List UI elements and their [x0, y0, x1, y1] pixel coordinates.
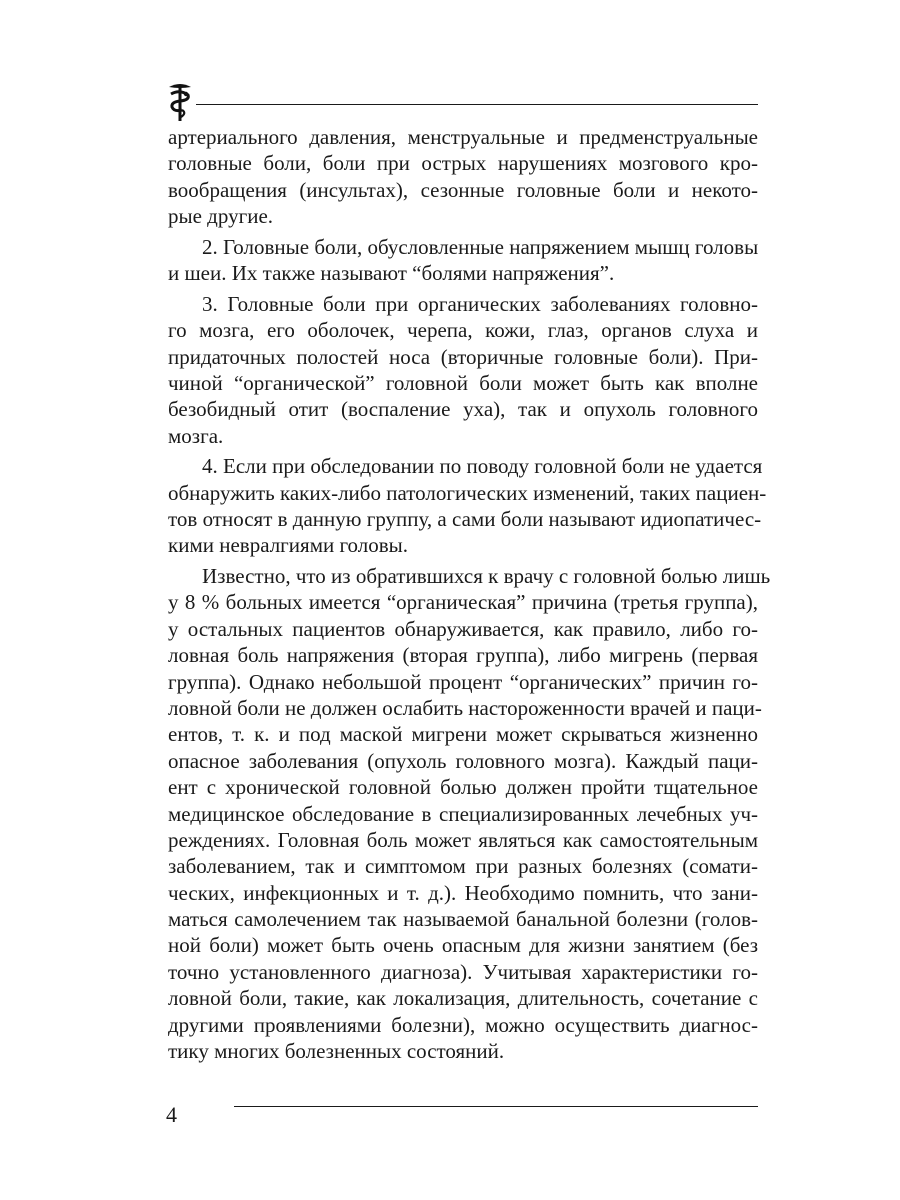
text-line: заболеванием, так и симптомом при разных болезнях (сомати- — [168, 854, 758, 879]
text-line: вообращения (инсультах), сезонные головные боли и некото- — [168, 177, 758, 202]
text-line: медицинское обследование в специализированных лечебных уч- — [168, 801, 758, 826]
text-line: группа). Однако небольшой процент “органических” причин го- — [168, 669, 758, 694]
text-line: и шеи. Их также называют “болями напряжения”. — [168, 261, 615, 286]
text-line: ент с хронической головной болью должен пройти тщательное — [168, 775, 758, 800]
text-line: тику многих болезненных состояний. — [168, 1039, 505, 1064]
text-line: ческих, инфекционных и т. д.). Необходимо помнить, что зани- — [168, 880, 758, 905]
text-line: другими проявлениями болезни), можно осуществить диагнос- — [168, 1012, 758, 1037]
footer-rule — [234, 1106, 758, 1107]
text-line: придаточных полостей носа (вторичные головные боли). При- — [168, 344, 758, 369]
text-line: точно установленного диагноза). Учитывая характеристики го- — [168, 959, 758, 984]
text-line: го мозга, его оболочек, черепа, кожи, глаз, органов слуха и — [168, 318, 758, 343]
text-line: 2. Головные боли, обусловленные напряжением мышц головы — [202, 234, 759, 259]
text-line: опасное заболевания (опухоль головного мозга). Каждый паци- — [168, 748, 758, 773]
text-line: артериального давления, менструальные и предменструальные — [168, 125, 758, 149]
text-line: ловной боли, такие, как локализация, длительность, сочетание с — [168, 986, 758, 1011]
text-line: ной боли) может быть очень опасным для жизни занятием (без — [168, 933, 758, 958]
text-line: ловной боли не должен ослабить настороженности врачей и паци- — [168, 695, 762, 720]
text-line: реждениях. Головная боль может являться как самостоятельным — [168, 827, 758, 852]
text-line: Известно, что из обратившихся к врачу с головной болью лишь — [202, 564, 771, 588]
text-line: кими невралгиями головы. — [168, 533, 409, 558]
paragraph — [168, 291, 758, 449]
text-line: головные боли, боли при острых нарушениях мозгового кро- — [168, 151, 758, 176]
text-line: у остальных пациентов обнаруживается, как правило, либо го- — [168, 616, 758, 641]
page-number: 4 — [166, 1102, 177, 1127]
text-line: маться самолечением так называемой банальной болезни (голов- — [168, 907, 758, 932]
text-line: у 8 % больных имеется “органическая” причина (третья группа), — [168, 590, 758, 615]
text-line: безобидный отит (воспаление уха), так и опухоль головного — [168, 397, 758, 422]
text-line: ловная боль напряжения (вторая группа), либо мигрень (первая — [168, 643, 758, 668]
paragraph — [168, 234, 758, 287]
text-line: мозга. — [168, 423, 224, 448]
body-text — [168, 124, 771, 1064]
text-line: обнаружить каких-либо патологических изменений, таких пациен- — [168, 480, 767, 505]
paragraph — [168, 124, 758, 230]
text-line: ентов, т. к. и под маской мигрени может скрываться жизненно — [168, 722, 758, 747]
text-line: 4. Если при обследовании по поводу головной боли не удается — [202, 454, 763, 479]
caduceus-icon — [166, 80, 194, 122]
text-line: рые другие. — [168, 204, 274, 229]
text-line: тов относят в данную группу, а сами боли называют идиопатичес- — [168, 507, 762, 532]
header-rule — [196, 104, 758, 105]
paragraph — [168, 453, 767, 559]
paragraph — [168, 563, 771, 1064]
text-line: 3. Головные боли при органических заболеваниях головно- — [202, 291, 758, 316]
text-line: чиной “органической” головной боли может быть как вполне — [168, 370, 758, 395]
